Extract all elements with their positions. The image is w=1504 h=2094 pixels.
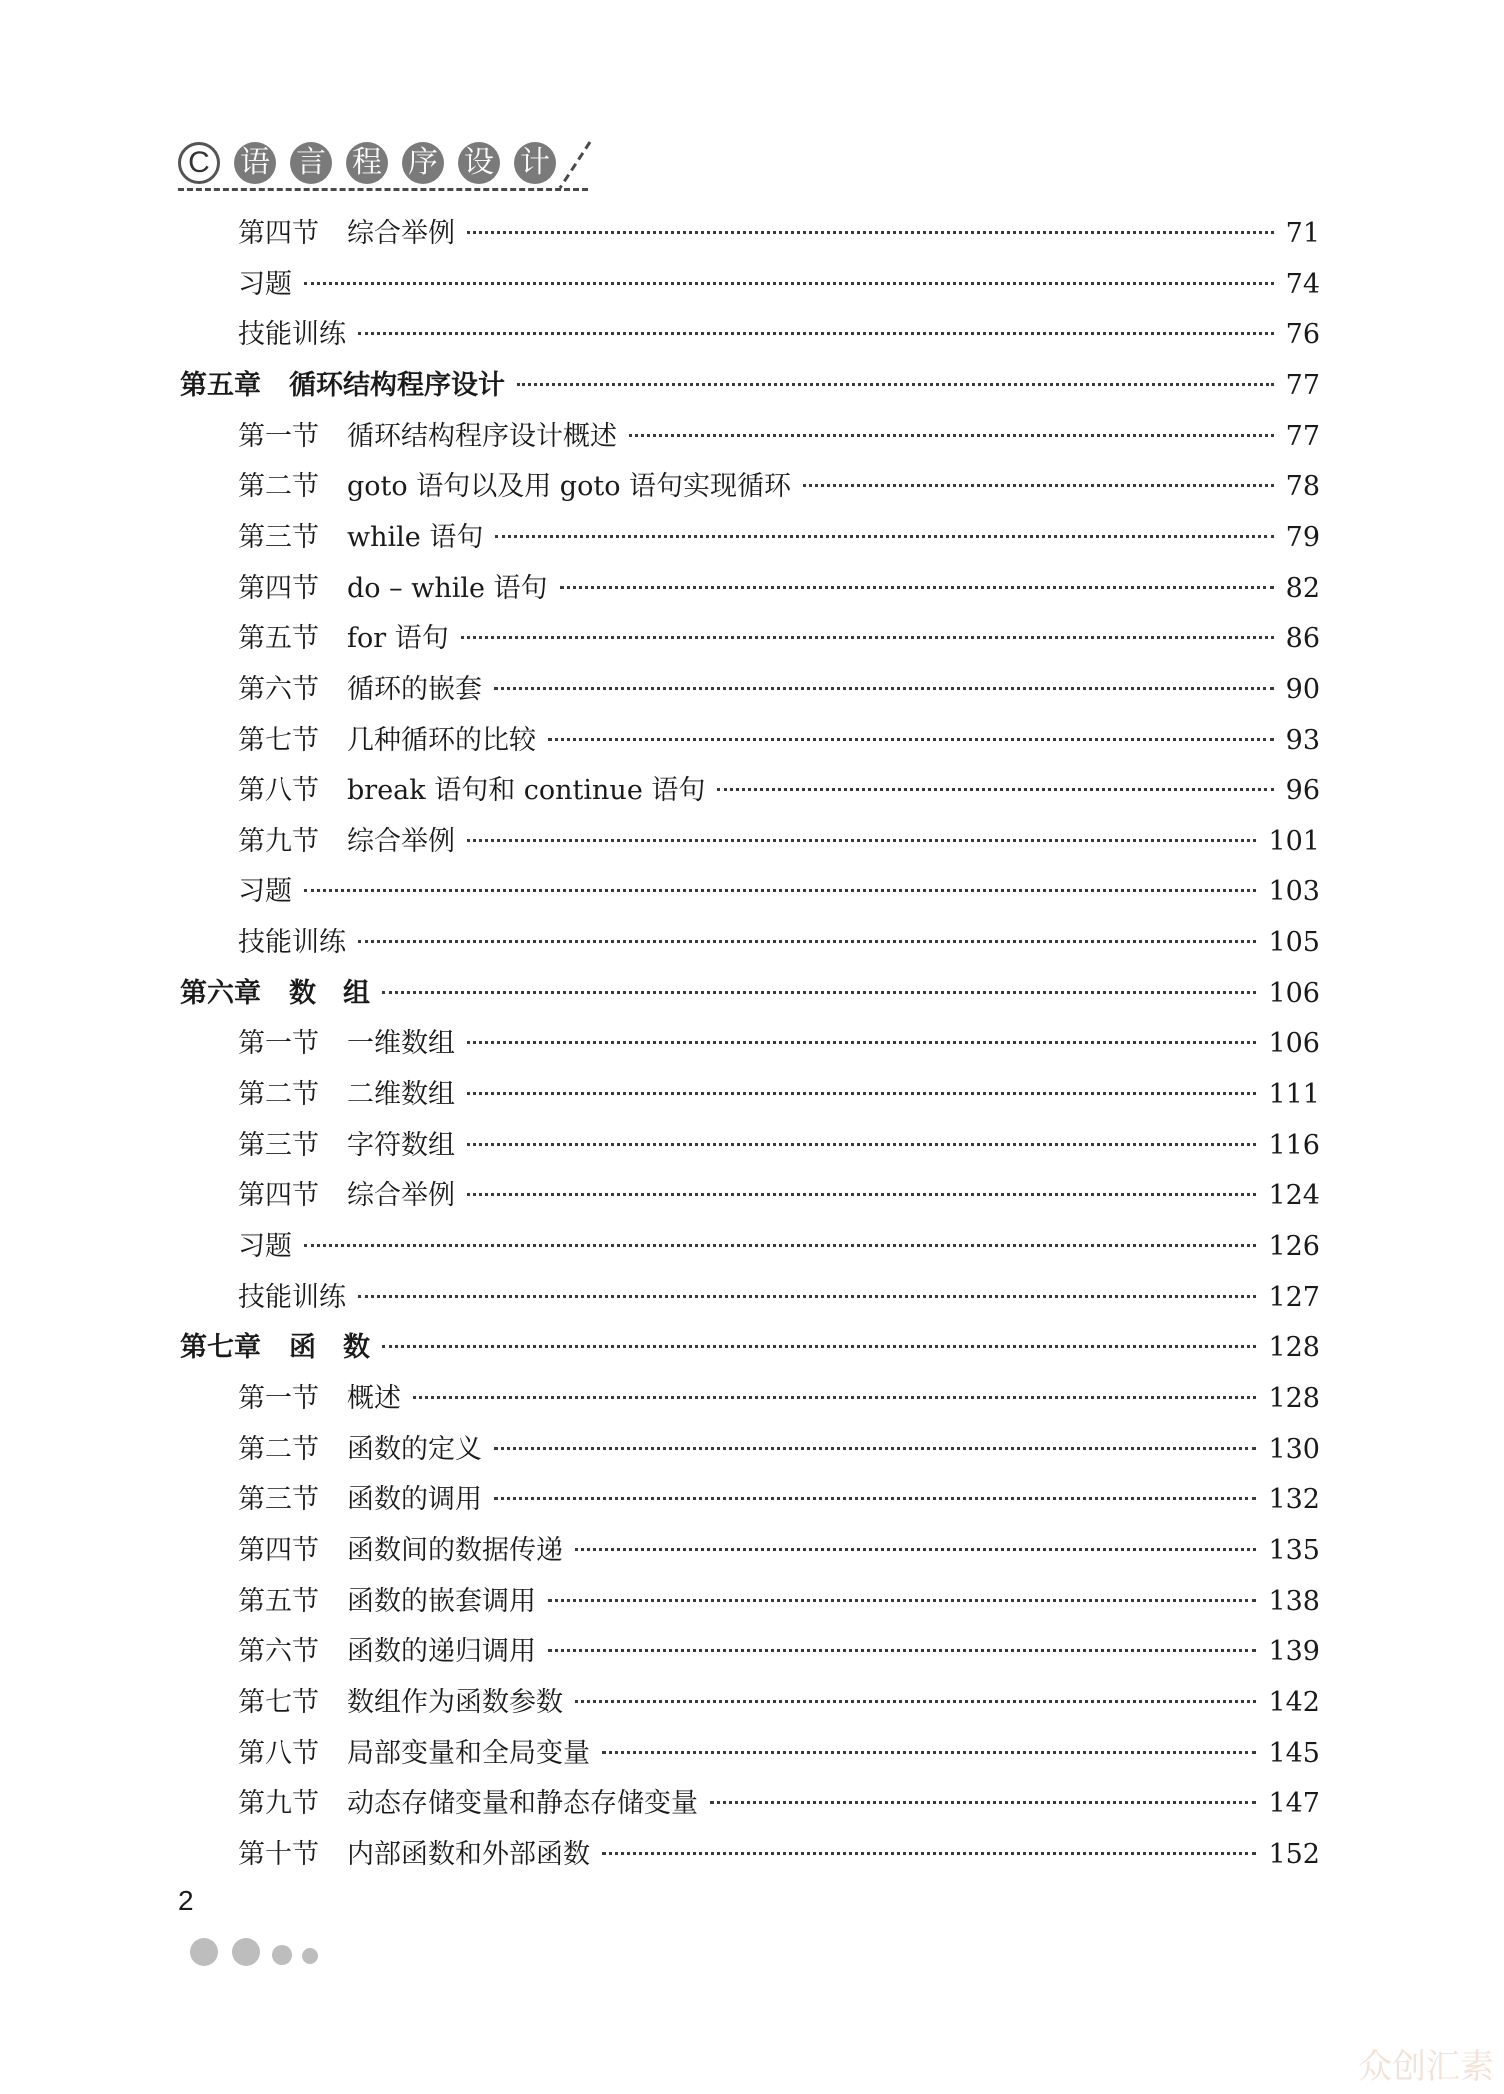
toc-leader-dots bbox=[467, 1142, 1256, 1146]
toc-page-number: 128 bbox=[1268, 1383, 1320, 1414]
toc-page-number: 124 bbox=[1268, 1180, 1320, 1211]
toc-entry-row[interactable] bbox=[238, 1685, 1320, 1721]
toc-entry-text bbox=[180, 1330, 370, 1366]
header-char: 设 bbox=[458, 142, 500, 184]
toc-leader-dots bbox=[304, 281, 1274, 285]
footer-dot-icon bbox=[272, 1945, 292, 1965]
toc-label: 第二节 bbox=[238, 471, 319, 502]
toc-page-number: 152 bbox=[1268, 1839, 1320, 1870]
toc-leader-dots bbox=[710, 1800, 1256, 1804]
toc-title: 动态存储变量和静态存储变量 bbox=[347, 1788, 698, 1819]
toc-page-number: 101 bbox=[1268, 826, 1320, 857]
toc-entry-row[interactable] bbox=[238, 216, 1320, 252]
toc-page-number: 147 bbox=[1268, 1788, 1320, 1819]
toc-entry-row[interactable] bbox=[238, 571, 1320, 607]
toc-page-number: 142 bbox=[1268, 1687, 1320, 1718]
toc-label: 第五章 bbox=[180, 370, 261, 401]
toc-label: 第六节 bbox=[238, 674, 319, 705]
toc-page-number: 105 bbox=[1268, 927, 1320, 958]
toc-page-number: 79 bbox=[1285, 522, 1320, 553]
toc-title: 函 数 bbox=[289, 1332, 370, 1363]
toc-entry-row[interactable] bbox=[238, 267, 1320, 303]
toc-entry-text bbox=[238, 621, 449, 657]
toc-leader-dots bbox=[575, 1547, 1256, 1551]
toc-entry-row[interactable] bbox=[238, 1128, 1320, 1164]
toc-page-number: 116 bbox=[1268, 1130, 1320, 1161]
toc-entry-text bbox=[238, 1634, 536, 1670]
toc-entry-row[interactable] bbox=[238, 1280, 1320, 1316]
toc-entry-text bbox=[238, 824, 455, 860]
toc-leader-dots bbox=[602, 1750, 1256, 1754]
toc-page-number: 128 bbox=[1268, 1332, 1320, 1363]
toc-entry-text bbox=[238, 723, 536, 759]
toc-entry-text bbox=[238, 317, 346, 353]
toc-leader-dots bbox=[382, 990, 1256, 994]
toc-leader-dots bbox=[560, 585, 1274, 589]
toc-entry-row[interactable] bbox=[238, 1026, 1320, 1062]
toc-entry-row[interactable] bbox=[238, 824, 1320, 860]
toc-leader-dots bbox=[467, 838, 1256, 842]
toc-label: 习题 bbox=[238, 876, 292, 907]
toc-page-number: 103 bbox=[1268, 876, 1320, 907]
toc-label: 第四节 bbox=[238, 1535, 319, 1566]
toc-page-number: 126 bbox=[1268, 1231, 1320, 1262]
toc-leader-dots bbox=[717, 787, 1273, 791]
toc-entry-text bbox=[238, 1128, 455, 1164]
toc-label: 第二节 bbox=[238, 1079, 319, 1110]
toc-label: 第八节 bbox=[238, 1738, 319, 1769]
toc-page-number: 82 bbox=[1285, 573, 1320, 604]
toc-page-number: 138 bbox=[1268, 1586, 1320, 1617]
toc-entry-row[interactable] bbox=[238, 621, 1320, 657]
toc-entry-text bbox=[238, 469, 791, 505]
toc-label: 技能训练 bbox=[238, 927, 346, 958]
toc-entry-row[interactable] bbox=[238, 874, 1320, 910]
toc-page-number: 132 bbox=[1268, 1484, 1320, 1515]
toc-entry-row[interactable] bbox=[238, 1786, 1320, 1822]
toc-page-number: 77 bbox=[1285, 370, 1320, 401]
toc-title: 一维数组 bbox=[347, 1028, 455, 1059]
toc-entry-row[interactable] bbox=[238, 1432, 1320, 1468]
toc-title: 综合举例 bbox=[347, 218, 455, 249]
toc-entry-row[interactable] bbox=[238, 1178, 1320, 1214]
toc-entry-text bbox=[238, 1685, 563, 1721]
toc-label: 第一节 bbox=[238, 421, 319, 452]
toc-label: 第十节 bbox=[238, 1839, 319, 1870]
toc-label: 第四节 bbox=[238, 218, 319, 249]
toc-chapter-row[interactable] bbox=[180, 1330, 1320, 1366]
page-number: 2 bbox=[178, 1885, 194, 1916]
footer-dot-icon bbox=[232, 1938, 260, 1966]
toc-label: 第五节 bbox=[238, 1586, 319, 1617]
toc-entry-row[interactable] bbox=[238, 723, 1320, 759]
toc-leader-dots bbox=[803, 483, 1274, 487]
toc-leader-dots bbox=[461, 635, 1274, 639]
toc-title: 内部函数和外部函数 bbox=[347, 1839, 590, 1870]
toc-title: goto 语句以及用 goto 语句实现循环 bbox=[347, 471, 792, 502]
toc-entry-text bbox=[238, 216, 455, 252]
toc-page-number: 139 bbox=[1268, 1636, 1320, 1667]
toc-entry-text bbox=[238, 419, 617, 455]
toc-page-number: 93 bbox=[1285, 725, 1320, 756]
toc-entry-row[interactable] bbox=[238, 1381, 1320, 1417]
header-char: 序 bbox=[402, 142, 444, 184]
toc-label: 第八节 bbox=[238, 775, 319, 806]
toc-leader-dots bbox=[548, 1598, 1256, 1602]
toc-leader-dots bbox=[517, 382, 1274, 386]
header-rule bbox=[178, 188, 588, 191]
toc-chapter-row[interactable] bbox=[180, 976, 1320, 1012]
toc-page-number: 111 bbox=[1268, 1079, 1320, 1110]
toc-label: 技能训练 bbox=[238, 1282, 346, 1313]
toc-entry-text bbox=[238, 925, 346, 961]
toc-title: 综合举例 bbox=[347, 826, 455, 857]
toc-label: 第一节 bbox=[238, 1028, 319, 1059]
toc-title: 函数的定义 bbox=[347, 1434, 482, 1465]
toc-page-number: 127 bbox=[1268, 1282, 1320, 1313]
toc-entry-text bbox=[238, 1280, 346, 1316]
toc-page-number: 96 bbox=[1285, 775, 1320, 806]
toc-entry-text bbox=[238, 1533, 563, 1569]
header-slash-decoration bbox=[555, 140, 595, 190]
toc-entry-text bbox=[238, 1229, 292, 1265]
toc-title: while 语句 bbox=[347, 522, 484, 553]
toc-entry-text bbox=[238, 1482, 482, 1518]
toc-label: 第一节 bbox=[238, 1383, 319, 1414]
toc-leader-dots bbox=[629, 433, 1274, 437]
header-char: 计 bbox=[514, 142, 556, 184]
toc-label: 第九节 bbox=[238, 826, 319, 857]
toc-title: for 语句 bbox=[347, 623, 449, 654]
watermark: 众创汇素 bbox=[1358, 2047, 1494, 2087]
toc-label: 第七节 bbox=[238, 1687, 319, 1718]
toc-page-number: 106 bbox=[1268, 978, 1320, 1009]
footer-dot-icon bbox=[190, 1938, 218, 1966]
toc-title: 函数的调用 bbox=[347, 1484, 482, 1515]
toc-title: 函数的嵌套调用 bbox=[347, 1586, 536, 1617]
toc-leader-dots bbox=[467, 1040, 1256, 1044]
toc-entry-text bbox=[180, 368, 505, 404]
toc-entry-text bbox=[238, 773, 705, 809]
toc-entry-text bbox=[238, 267, 292, 303]
header-char: 程 bbox=[346, 142, 388, 184]
toc-label: 第七节 bbox=[238, 725, 319, 756]
toc-entry-row[interactable] bbox=[238, 469, 1320, 505]
toc-title: 概述 bbox=[347, 1383, 401, 1414]
toc-title: 几种循环的比较 bbox=[347, 725, 536, 756]
toc-entry-row[interactable] bbox=[238, 1229, 1320, 1265]
toc-page-number: 74 bbox=[1285, 269, 1320, 300]
toc-label: 习题 bbox=[238, 1231, 292, 1262]
toc-entry-row[interactable] bbox=[238, 419, 1320, 455]
toc-entry-row[interactable] bbox=[238, 520, 1320, 556]
toc-title: 二维数组 bbox=[347, 1079, 455, 1110]
toc-leader-dots bbox=[467, 1192, 1256, 1196]
toc-entry-text bbox=[238, 1026, 455, 1062]
toc-page-number: 71 bbox=[1285, 218, 1320, 249]
toc-entry-text bbox=[238, 1381, 401, 1417]
toc-entry-row[interactable] bbox=[238, 672, 1320, 708]
toc-leader-dots bbox=[575, 1699, 1256, 1703]
toc-label: 第七章 bbox=[180, 1332, 261, 1363]
footer-dot-icon bbox=[302, 1948, 318, 1964]
toc-leader-dots bbox=[494, 686, 1274, 690]
toc-page-number: 90 bbox=[1285, 674, 1320, 705]
toc-leader-dots bbox=[382, 1344, 1256, 1348]
toc-title: break 语句和 continue 语句 bbox=[347, 775, 706, 806]
toc-label: 第五节 bbox=[238, 623, 319, 654]
toc-entry-text bbox=[238, 874, 292, 910]
toc-entry-row[interactable] bbox=[238, 1837, 1320, 1873]
toc-label: 第三节 bbox=[238, 522, 319, 553]
toc-title: 循环的嵌套 bbox=[347, 674, 482, 705]
toc-label: 第六节 bbox=[238, 1636, 319, 1667]
header-char: 言 bbox=[290, 142, 332, 184]
toc-leader-dots bbox=[548, 737, 1274, 741]
toc-title: do – while 语句 bbox=[347, 573, 548, 604]
toc-leader-dots bbox=[358, 1294, 1256, 1298]
toc-page-number: 106 bbox=[1268, 1028, 1320, 1059]
toc-leader-dots bbox=[495, 534, 1273, 538]
toc-page-number: 76 bbox=[1285, 319, 1320, 350]
toc-entry-text bbox=[238, 1837, 590, 1873]
toc-entry-text bbox=[238, 1432, 482, 1468]
toc-label: 习题 bbox=[238, 269, 292, 300]
toc-chapter-row[interactable] bbox=[180, 368, 1320, 404]
toc-title: 局部变量和全局变量 bbox=[347, 1738, 590, 1769]
toc-leader-dots bbox=[602, 1851, 1256, 1855]
toc-entry-text bbox=[238, 520, 483, 556]
toc-title: 函数的递归调用 bbox=[347, 1636, 536, 1667]
toc-label: 第三节 bbox=[238, 1130, 319, 1161]
toc-leader-dots bbox=[467, 230, 1274, 234]
toc-leader-dots bbox=[548, 1648, 1256, 1652]
header-char-c: C bbox=[178, 142, 220, 184]
toc-entry-row[interactable] bbox=[238, 1077, 1320, 1113]
toc-entry-row[interactable] bbox=[238, 317, 1320, 353]
toc-entry-text bbox=[180, 976, 370, 1012]
toc-leader-dots bbox=[304, 1243, 1256, 1247]
toc-label: 第四节 bbox=[238, 573, 319, 604]
toc-label: 第二节 bbox=[238, 1434, 319, 1465]
toc-entry-text bbox=[238, 1077, 455, 1113]
toc-title: 循环结构程序设计 bbox=[289, 370, 505, 401]
toc-entry-text bbox=[238, 672, 482, 708]
toc-leader-dots bbox=[304, 888, 1256, 892]
toc-entry-row[interactable] bbox=[238, 925, 1320, 961]
toc-entry-text bbox=[238, 1584, 536, 1620]
toc-label: 第四节 bbox=[238, 1180, 319, 1211]
toc-page-number: 145 bbox=[1268, 1738, 1320, 1769]
toc-entry-row[interactable] bbox=[238, 773, 1320, 809]
toc-entry-text bbox=[238, 571, 548, 607]
toc-leader-dots bbox=[358, 939, 1256, 943]
toc-entry-row[interactable] bbox=[238, 1584, 1320, 1620]
toc-leader-dots bbox=[358, 331, 1274, 335]
toc-leader-dots bbox=[494, 1446, 1256, 1450]
toc-entry-row[interactable] bbox=[238, 1634, 1320, 1670]
toc-title: 综合举例 bbox=[347, 1180, 455, 1211]
toc-page-number: 130 bbox=[1268, 1434, 1320, 1465]
toc-page-number: 78 bbox=[1285, 471, 1320, 502]
toc-entry-text bbox=[238, 1736, 590, 1772]
toc-title: 数 组 bbox=[289, 978, 370, 1009]
toc-label: 第九节 bbox=[238, 1788, 319, 1819]
toc-entry-text bbox=[238, 1786, 698, 1822]
toc-leader-dots bbox=[413, 1395, 1256, 1399]
toc-leader-dots bbox=[467, 1091, 1256, 1095]
toc-entry-row[interactable] bbox=[238, 1533, 1320, 1569]
toc-title: 循环结构程序设计概述 bbox=[347, 421, 617, 452]
toc-page-number: 135 bbox=[1268, 1535, 1320, 1566]
toc-entry-row[interactable] bbox=[238, 1736, 1320, 1772]
toc-entry-row[interactable] bbox=[238, 1482, 1320, 1518]
toc-page-number: 77 bbox=[1285, 421, 1320, 452]
toc-title: 数组作为函数参数 bbox=[347, 1687, 563, 1718]
toc-label: 第三节 bbox=[238, 1484, 319, 1515]
toc-label: 技能训练 bbox=[238, 319, 346, 350]
toc-label: 第六章 bbox=[180, 978, 261, 1009]
toc-title: 函数间的数据传递 bbox=[347, 1535, 563, 1566]
toc-leader-dots bbox=[494, 1496, 1256, 1500]
toc-page-number: 86 bbox=[1285, 623, 1320, 654]
header-char: 语 bbox=[234, 142, 276, 184]
toc-title: 字符数组 bbox=[347, 1130, 455, 1161]
toc-entry-text bbox=[238, 1178, 455, 1214]
